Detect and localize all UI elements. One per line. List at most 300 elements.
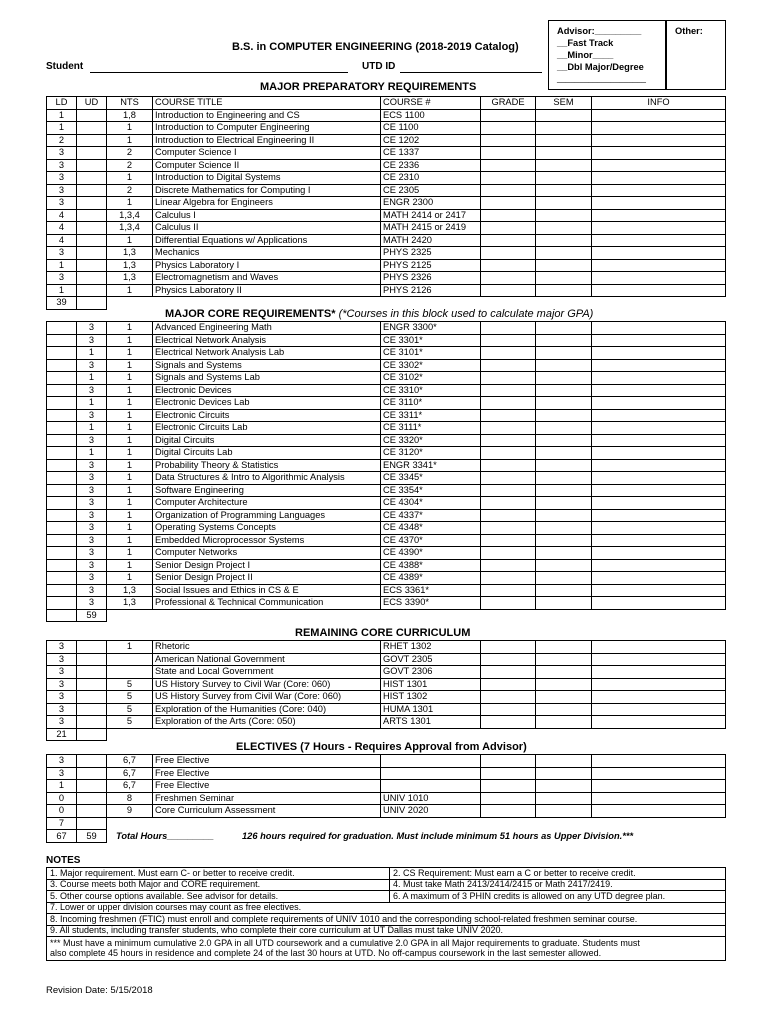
other-box[interactable] <box>666 20 726 90</box>
grade-cell[interactable] <box>481 559 536 572</box>
info-cell[interactable] <box>592 384 726 397</box>
sem-cell[interactable] <box>536 459 592 472</box>
ld-hours-cell <box>47 597 77 610</box>
ld-hours-cell <box>47 484 77 497</box>
total-ld-cell: 39 <box>47 297 77 310</box>
course-row <box>47 422 726 435</box>
course-number-cell: PHYS 2126 <box>381 284 481 297</box>
grade-cell[interactable] <box>481 172 536 185</box>
notes-ref-cell: 1 <box>107 484 153 497</box>
sem-cell[interactable] <box>536 134 592 147</box>
grade-cell[interactable] <box>481 509 536 522</box>
info-cell[interactable] <box>592 780 726 793</box>
info-cell[interactable] <box>592 422 726 435</box>
ud-hours-cell <box>77 780 107 793</box>
total-ud-cell <box>77 728 107 741</box>
course-number-cell: CE 4304* <box>381 497 481 510</box>
notes-ref-cell: 1 <box>107 422 153 435</box>
info-cell[interactable] <box>592 434 726 447</box>
info-cell[interactable] <box>592 597 726 610</box>
course-number-cell: CE 3301* <box>381 334 481 347</box>
course-number-cell: ARTS 1301 <box>381 716 481 729</box>
ld-hours-cell: 1 <box>47 780 77 793</box>
ud-hours-cell: 3 <box>77 484 107 497</box>
info-cell[interactable] <box>592 805 726 818</box>
grade-cell[interactable] <box>481 484 536 497</box>
sem-cell[interactable] <box>536 653 592 666</box>
ld-hours-cell: 3 <box>47 691 77 704</box>
info-cell[interactable] <box>592 509 726 522</box>
sem-cell[interactable] <box>536 703 592 716</box>
grade-cell[interactable] <box>481 147 536 160</box>
course-title-cell: Professional & Technical Communication <box>153 597 381 610</box>
column-header-ld: LD <box>47 97 77 110</box>
revision-date: Revision Date: 5/15/2018 <box>46 985 153 996</box>
course-title-cell: Mechanics <box>153 247 381 260</box>
section-total-row <box>47 817 726 830</box>
grade-cell[interactable] <box>481 159 536 172</box>
info-cell[interactable] <box>592 234 726 247</box>
sem-cell[interactable] <box>536 509 592 522</box>
other-label: Other: <box>675 26 703 36</box>
note-cell: 8. Incoming freshmen (FTIC) must enroll and complete requirements of UNIV 1010 and the corresponding school-related freshmen seminar course. <box>47 914 726 926</box>
ud-hours-cell: 1 <box>77 397 107 410</box>
ld-hours-cell: 4 <box>47 222 77 235</box>
sem-cell[interactable] <box>536 197 592 210</box>
info-cell[interactable] <box>592 134 726 147</box>
course-title-cell: Introduction to Engineering and CS <box>153 109 381 122</box>
info-cell[interactable] <box>592 247 726 260</box>
ud-hours-cell <box>77 716 107 729</box>
notes-ref-cell: 1,3 <box>107 247 153 260</box>
ld-hours-cell: 1 <box>47 259 77 272</box>
course-title-cell: Signals and Systems <box>153 359 381 372</box>
course-title-cell: Core Curriculum Assessment <box>153 805 381 818</box>
notes-ref-cell: 2 <box>107 184 153 197</box>
sem-cell[interactable] <box>536 259 592 272</box>
notes-ref-cell: 1 <box>107 534 153 547</box>
course-row <box>47 259 726 272</box>
sem-cell[interactable] <box>536 572 592 585</box>
sem-cell[interactable] <box>536 209 592 222</box>
grade-cell[interactable] <box>481 197 536 210</box>
ud-hours-cell: 3 <box>77 559 107 572</box>
notes-ref-cell: 1 <box>107 172 153 185</box>
ud-hours-cell: 3 <box>77 384 107 397</box>
grade-cell[interactable] <box>481 397 536 410</box>
section-total-row <box>47 609 726 622</box>
grade-cell[interactable] <box>481 184 536 197</box>
sem-cell[interactable] <box>536 172 592 185</box>
sem-cell[interactable] <box>536 322 592 335</box>
ud-hours-cell <box>77 109 107 122</box>
sem-cell[interactable] <box>536 484 592 497</box>
sem-cell[interactable] <box>536 678 592 691</box>
grade-cell[interactable] <box>481 755 536 768</box>
sem-cell[interactable] <box>536 805 592 818</box>
notes-ref-cell: 9 <box>107 805 153 818</box>
grade-cell[interactable] <box>481 459 536 472</box>
info-cell[interactable] <box>592 755 726 768</box>
notes-ref-cell: 1,3 <box>107 272 153 285</box>
course-number-cell: CE 4388* <box>381 559 481 572</box>
sem-cell[interactable] <box>536 122 592 135</box>
grade-cell[interactable] <box>481 209 536 222</box>
student-field[interactable] <box>90 72 348 73</box>
grade-cell[interactable] <box>481 767 536 780</box>
sem-cell[interactable] <box>536 284 592 297</box>
sem-cell[interactable] <box>536 147 592 160</box>
ld-hours-cell <box>47 472 77 485</box>
ud-hours-cell <box>77 653 107 666</box>
notes-ref-cell: 2 <box>107 147 153 160</box>
ld-hours-cell: 3 <box>47 184 77 197</box>
notes-ref-cell: 1 <box>107 322 153 335</box>
info-cell[interactable] <box>592 472 726 485</box>
grade-cell[interactable] <box>481 284 536 297</box>
grade-cell[interactable] <box>481 572 536 585</box>
info-cell[interactable] <box>592 792 726 805</box>
course-number-cell: CE 4370* <box>381 534 481 547</box>
course-title-cell: Organization of Programming Languages <box>153 509 381 522</box>
grade-cell[interactable] <box>481 234 536 247</box>
course-row <box>47 805 726 818</box>
info-cell[interactable] <box>592 209 726 222</box>
course-title-cell: Data Structures & Intro to Algorithmic Analysis <box>153 472 381 485</box>
sem-cell[interactable] <box>536 584 592 597</box>
ud-hours-cell <box>77 159 107 172</box>
grade-cell[interactable] <box>481 792 536 805</box>
sem-cell[interactable] <box>536 792 592 805</box>
notes-ref-cell: 5 <box>107 691 153 704</box>
sem-cell[interactable] <box>536 447 592 460</box>
course-title-cell: Introduction to Digital Systems <box>153 172 381 185</box>
sem-cell[interactable] <box>536 666 592 679</box>
course-row <box>47 497 726 510</box>
note-cell: 6. A maximum of 3 PHIN credits is allowed on any UTD degree plan. <box>390 891 726 903</box>
column-header-course-title: COURSE TITLE <box>153 97 381 110</box>
info-cell[interactable] <box>592 534 726 547</box>
grade-cell[interactable] <box>481 522 536 535</box>
ld-hours-cell <box>47 334 77 347</box>
dbl-major-option[interactable]: __Dbl Major/Degree <box>557 62 644 72</box>
sem-cell[interactable] <box>536 767 592 780</box>
sem-cell[interactable] <box>536 184 592 197</box>
grade-cell[interactable] <box>481 547 536 560</box>
course-title-cell: Electronic Devices Lab <box>153 397 381 410</box>
prep-requirements-table <box>46 96 726 310</box>
grade-cell[interactable] <box>481 497 536 510</box>
info-cell[interactable] <box>592 172 726 185</box>
course-row <box>47 716 726 729</box>
ud-hours-cell <box>77 641 107 654</box>
course-row <box>47 597 726 610</box>
sem-cell[interactable] <box>536 534 592 547</box>
grade-cell[interactable] <box>481 780 536 793</box>
sem-cell[interactable] <box>536 497 592 510</box>
utd-id-field[interactable] <box>400 72 542 73</box>
info-cell[interactable] <box>592 122 726 135</box>
notes-ref-cell: 1 <box>107 134 153 147</box>
sem-cell[interactable] <box>536 716 592 729</box>
course-row <box>47 122 726 135</box>
blank-cell <box>107 728 726 741</box>
sem-cell[interactable] <box>536 334 592 347</box>
info-cell[interactable] <box>592 447 726 460</box>
sem-cell[interactable] <box>536 372 592 385</box>
info-cell[interactable] <box>592 222 726 235</box>
grade-cell[interactable] <box>481 716 536 729</box>
ud-hours-cell <box>77 691 107 704</box>
course-row <box>47 755 726 768</box>
sem-cell[interactable] <box>536 755 592 768</box>
course-title-cell: Electrical Network Analysis <box>153 334 381 347</box>
info-cell[interactable] <box>592 716 726 729</box>
ld-hours-cell <box>47 447 77 460</box>
course-title-cell: Differential Equations w/ Applications <box>153 234 381 247</box>
grade-cell[interactable] <box>481 359 536 372</box>
ld-hours-cell <box>47 522 77 535</box>
info-cell[interactable] <box>592 284 726 297</box>
core-heading-note: (*Courses in this block used to calculate major GPA) <box>335 308 594 320</box>
total-ud-cell: 59 <box>77 609 107 622</box>
sem-cell[interactable] <box>536 359 592 372</box>
info-cell[interactable] <box>592 678 726 691</box>
ud-hours-cell <box>77 147 107 160</box>
grade-cell[interactable] <box>481 222 536 235</box>
notes-ref-cell: 1,3,4 <box>107 222 153 235</box>
sem-cell[interactable] <box>536 691 592 704</box>
grade-cell[interactable] <box>481 641 536 654</box>
info-cell[interactable] <box>592 547 726 560</box>
grade-cell[interactable] <box>481 259 536 272</box>
grade-cell[interactable] <box>481 334 536 347</box>
grade-cell[interactable] <box>481 597 536 610</box>
course-number-cell: ECS 3361* <box>381 584 481 597</box>
total-ld-cell: 7 <box>47 817 77 830</box>
ld-hours-cell: 3 <box>47 703 77 716</box>
total-ld-cell <box>47 609 77 622</box>
course-title-cell: Physics Laboratory I <box>153 259 381 272</box>
ud-hours-cell: 3 <box>77 497 107 510</box>
info-cell[interactable] <box>592 653 726 666</box>
sem-cell[interactable] <box>536 247 592 260</box>
ld-hours-cell: 3 <box>47 653 77 666</box>
course-title-cell: Electronic Circuits <box>153 409 381 422</box>
info-cell[interactable] <box>592 322 726 335</box>
grade-cell[interactable] <box>481 653 536 666</box>
info-cell[interactable] <box>592 334 726 347</box>
ud-hours-cell: 3 <box>77 359 107 372</box>
core-heading <box>165 309 593 320</box>
ud-hours-cell: 3 <box>77 522 107 535</box>
grade-cell[interactable] <box>481 347 536 360</box>
note-cell: 2. CS Requirement: Must earn a C or better to receive credit. <box>390 868 726 880</box>
course-title-cell: Digital Circuits <box>153 434 381 447</box>
course-title-cell: Electronic Circuits Lab <box>153 422 381 435</box>
course-row <box>47 247 726 260</box>
info-cell[interactable] <box>592 409 726 422</box>
notes-ref-cell: 6,7 <box>107 755 153 768</box>
info-cell[interactable] <box>592 197 726 210</box>
info-cell[interactable] <box>592 347 726 360</box>
course-row <box>47 434 726 447</box>
grade-cell[interactable] <box>481 666 536 679</box>
course-number-cell: CE 2305 <box>381 184 481 197</box>
sem-cell[interactable] <box>536 397 592 410</box>
course-row <box>47 572 726 585</box>
course-row <box>47 322 726 335</box>
info-cell[interactable] <box>592 584 726 597</box>
sem-cell[interactable] <box>536 472 592 485</box>
course-number-cell: CE 4389* <box>381 572 481 585</box>
total-ld-cell: 21 <box>47 728 77 741</box>
grade-cell[interactable] <box>481 109 536 122</box>
course-title-cell: Discrete Mathematics for Computing I <box>153 184 381 197</box>
column-header-info: INFO <box>592 97 726 110</box>
remaining-heading: REMAINING CORE CURRICULUM <box>295 627 471 639</box>
info-cell[interactable] <box>592 147 726 160</box>
ud-hours-cell: 3 <box>77 334 107 347</box>
info-cell[interactable] <box>592 691 726 704</box>
sem-cell[interactable] <box>536 422 592 435</box>
info-cell[interactable] <box>592 522 726 535</box>
grade-cell[interactable] <box>481 122 536 135</box>
ld-hours-cell <box>47 509 77 522</box>
course-number-cell: CE 3102* <box>381 372 481 385</box>
info-cell[interactable] <box>592 359 726 372</box>
grade-cell[interactable] <box>481 247 536 260</box>
ud-hours-cell <box>77 703 107 716</box>
info-cell[interactable] <box>592 372 726 385</box>
course-row <box>47 284 726 297</box>
course-title-cell: Introduction to Computer Engineering <box>153 122 381 135</box>
grand-ld-cell <box>46 829 77 843</box>
grade-cell[interactable] <box>481 805 536 818</box>
fast-track-option[interactable]: __Fast Track <box>557 38 614 48</box>
info-cell[interactable] <box>592 184 726 197</box>
grade-cell[interactable] <box>481 534 536 547</box>
sem-cell[interactable] <box>536 222 592 235</box>
minor-option[interactable]: __Minor____ <box>557 50 614 60</box>
info-cell[interactable] <box>592 459 726 472</box>
info-cell[interactable] <box>592 641 726 654</box>
advisor-blank-line[interactable]: ____________________ <box>557 74 646 83</box>
notes-ref-cell: 5 <box>107 716 153 729</box>
course-row <box>47 134 726 147</box>
info-cell[interactable] <box>592 397 726 410</box>
info-cell[interactable] <box>592 767 726 780</box>
sem-cell[interactable] <box>536 159 592 172</box>
note-cell: 9. All students, including transfer students, who complete their core curriculum at UT Dallas must take UNIV 2020. <box>47 925 726 937</box>
ud-hours-cell: 1 <box>77 422 107 435</box>
grade-cell[interactable] <box>481 691 536 704</box>
grade-cell[interactable] <box>481 422 536 435</box>
course-number-cell: CE 4348* <box>381 522 481 535</box>
course-row <box>47 109 726 122</box>
info-cell[interactable] <box>592 703 726 716</box>
blank-cell <box>107 609 726 622</box>
sem-cell[interactable] <box>536 272 592 285</box>
sem-cell[interactable] <box>536 384 592 397</box>
sem-cell[interactable] <box>536 434 592 447</box>
course-number-cell: CE 3320* <box>381 434 481 447</box>
sem-cell[interactable] <box>536 109 592 122</box>
grade-cell[interactable] <box>481 372 536 385</box>
info-cell[interactable] <box>592 484 726 497</box>
sem-cell[interactable] <box>536 409 592 422</box>
info-cell[interactable] <box>592 159 726 172</box>
grade-cell[interactable] <box>481 272 536 285</box>
info-cell[interactable] <box>592 272 726 285</box>
ud-hours-cell <box>77 259 107 272</box>
info-cell[interactable] <box>592 497 726 510</box>
grade-cell[interactable] <box>481 447 536 460</box>
total-hours-label[interactable]: Total Hours_________ <box>116 831 214 841</box>
course-row <box>47 409 726 422</box>
grade-cell[interactable] <box>481 472 536 485</box>
grade-cell[interactable] <box>481 134 536 147</box>
ld-hours-cell: 3 <box>47 755 77 768</box>
course-title-cell: Computer Science II <box>153 159 381 172</box>
note-row <box>47 937 726 961</box>
course-number-cell <box>381 767 481 780</box>
info-cell[interactable] <box>592 666 726 679</box>
note-row <box>47 914 726 926</box>
notes-ref-cell: 1 <box>107 122 153 135</box>
course-number-cell: PHYS 2325 <box>381 247 481 260</box>
sem-cell[interactable] <box>536 347 592 360</box>
grade-cell[interactable] <box>481 703 536 716</box>
notes-ref-cell: 5 <box>107 678 153 691</box>
sem-cell[interactable] <box>536 547 592 560</box>
sem-cell[interactable] <box>536 641 592 654</box>
grade-cell[interactable] <box>481 384 536 397</box>
info-cell[interactable] <box>592 259 726 272</box>
ld-hours-cell: 3 <box>47 159 77 172</box>
grade-cell[interactable] <box>481 322 536 335</box>
info-cell[interactable] <box>592 572 726 585</box>
course-title-cell: Free Elective <box>153 755 381 768</box>
info-cell[interactable] <box>592 109 726 122</box>
total-hours-row <box>46 829 725 843</box>
grade-cell[interactable] <box>481 434 536 447</box>
sem-cell[interactable] <box>536 522 592 535</box>
course-number-cell: CE 2336 <box>381 159 481 172</box>
sem-cell[interactable] <box>536 559 592 572</box>
ud-hours-cell <box>77 222 107 235</box>
column-header-sem: SEM <box>536 97 592 110</box>
course-row <box>47 780 726 793</box>
blank-cell <box>107 817 726 830</box>
grade-cell[interactable] <box>481 409 536 422</box>
ld-hours-cell: 3 <box>47 147 77 160</box>
course-number-cell: HIST 1302 <box>381 691 481 704</box>
course-number-cell: ENGR 3300* <box>381 322 481 335</box>
course-row <box>47 147 726 160</box>
note-cell: 7. Lower or upper division courses may count as free electives. <box>47 902 726 914</box>
sem-cell[interactable] <box>536 780 592 793</box>
course-number-cell: CE 1202 <box>381 134 481 147</box>
info-cell[interactable] <box>592 559 726 572</box>
sem-cell[interactable] <box>536 234 592 247</box>
course-row <box>47 547 726 560</box>
grade-cell[interactable] <box>481 678 536 691</box>
sem-cell[interactable] <box>536 597 592 610</box>
course-number-cell: ENGR 3341* <box>381 459 481 472</box>
grade-cell[interactable] <box>481 584 536 597</box>
ld-hours-cell <box>47 397 77 410</box>
